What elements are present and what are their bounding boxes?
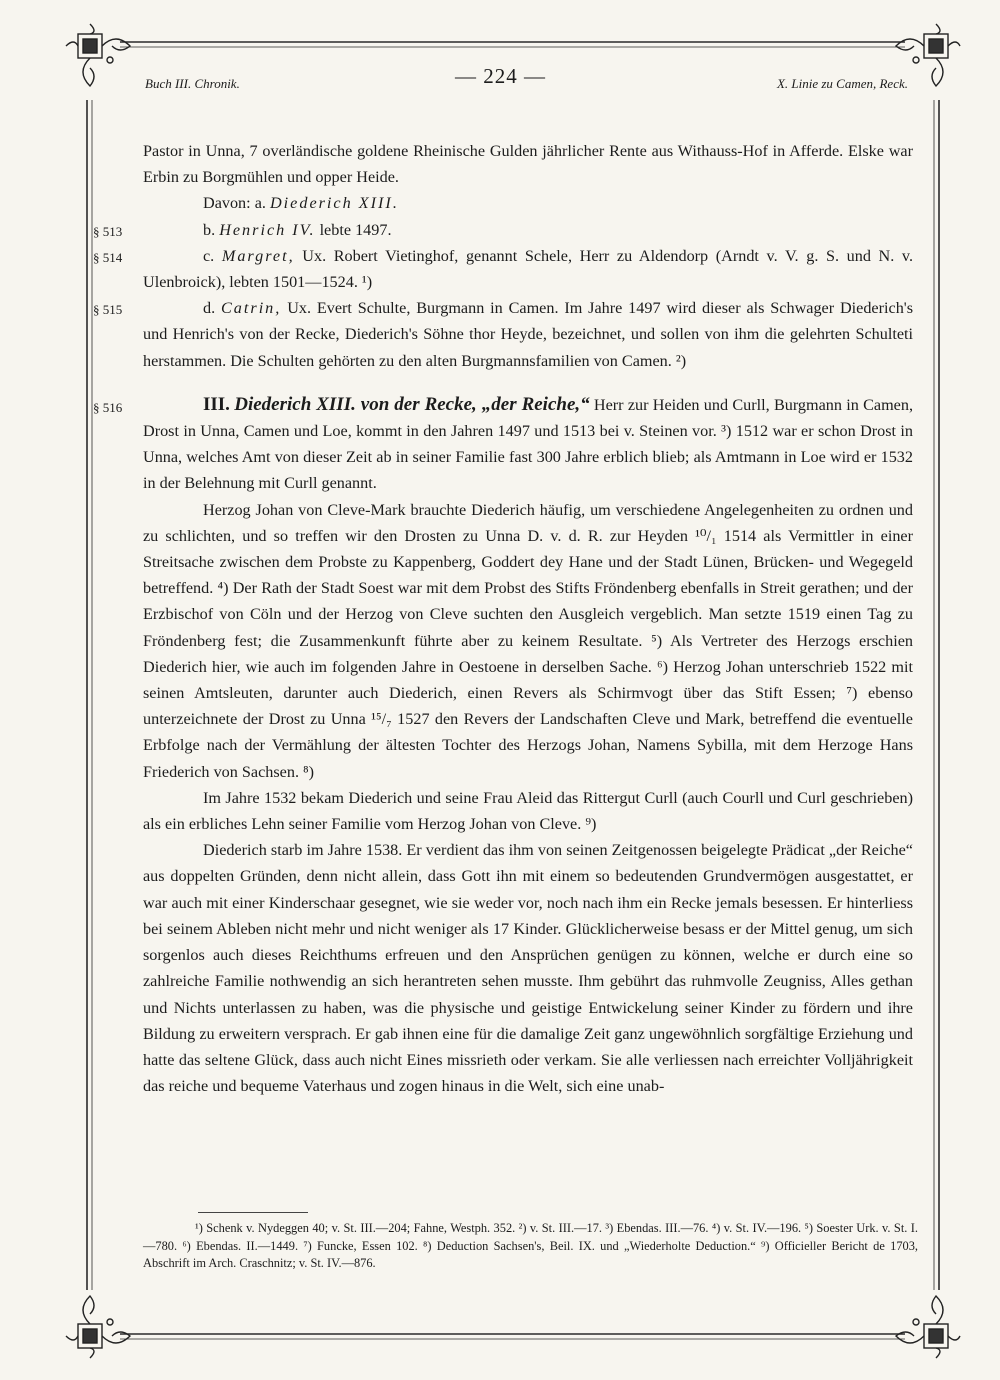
footnotes [143,1220,918,1273]
name-catrin: Catrin, [221,299,282,318]
corner-ornament-bottom-right [896,1296,960,1358]
running-head-right: X. Linie zu Camen, Reck. [776,76,908,91]
entry-513-text [143,217,913,243]
heading-diederich: Diederich XIII. von der Recke, „der Reiche,“ [234,393,590,415]
paragraph-davon [143,190,913,216]
entry-516-text [143,392,913,497]
entry-515-lead: d. [203,299,216,318]
paragraph-herzog-johan: Herzog Johan von Cleve-Mark brauchte Diederich häufig, um verschiedene Angelegenheiten zu ordnen und zu schlichten, und so treffen wir den Drosten zu Unna D. v. d. R. zur Heyden ¹⁰/₁ 1514 als Vermittler in einer Streitsache zwischen dem Probste zu Kappenberg, Goddert dey Hane und der Stadt Lünen, Brücken- und Wegegeld betreffend. ⁴) Der Rath der Stadt Soest war mit dem Probst des Stifts Fröndenberg ebenfalls in Streit gerathen; und der Erzbischof von Cöln und der Herzog von Cleve suchten den Ausgleich vergeblich. Man setzte 1519 einen Tag zu Fröndenberg fest; die Zusammenkunft führte aber zu keinem Resultate. ⁵) Als Vertreter des Herzogs erschien Diederich hier, wie auch im folgenden Jahre in Oestoene in derselben Sache. ⁶) Herzog Johan unterschrieb 1522 mit seinen Amtsleuten, darunter auch Diederich, einen Revers als Schirmvogt über das Stift Essen; ⁷) ebenso unterzeichnete der Drost zu Unna ¹⁵/₇ 1527 den Revers der Landschaften Cleve und Mark, betreffend die eventuelle Erbfolge nach der Vermählung der ältesten Tochter des Herzogs Johan, Namens Sybilla, mit dem Herzoge Hans Friederich von Sachsen. ⁸) [143,500,913,781]
section-marker-514: § 514 [93,249,123,265]
davon-lead: Davon: a. [203,194,266,213]
spacer [143,374,913,392]
page-number: — 224 — [455,64,546,88]
name-diederich-xiii: Diederich XIII. [269,194,399,213]
paragraph-curll: Im Jahre 1532 bekam Diederich und seine Frau Aleid das Rittergut Curll (auch Courll und Curl geschrieben) als ein erbliches Lehn seiner Familie vom Herzog Johan von Cleve. ⁹) [143,788,913,834]
generation-number: III. [203,393,230,415]
body-text [93,138,914,1099]
corner-ornament-bottom-left [66,1296,130,1358]
running-head [145,62,908,96]
corner-ornament-top-left [66,24,130,86]
section-marker-516: § 516 [93,399,123,415]
entry-516 [93,392,914,497]
running-head-left: Buch III. Chronik. [145,76,240,91]
paragraph-death: Diederich starb im Jahre 1538. Er verdient das ihm von seinen Zeitgenossen beigelegte Prädicat „der Reiche“ aus doppelten Gründen, denn nicht allein, dass Gott ihn mit einem so bedeutenden Grundvermögen ausgestattet, er war auch mit einer Kinderschaar gesegnet, wie sie weder vor, noch nach ihm ein Recke jemals besessen. Er hinterliess bei seinem Ableben nicht mehr und nicht weniger als 17 Kinder. Glücklicherweise besass er der Mittel genug, um sich sorgenlos auch dieses Reichthums erfreuen und den Ansprüchen genügen zu können, welche er durch eine so zahlreiche Familie nothwendig an sich herantreten sehen musste. Ihm gebührt das ruhmvolle Zeugniss, Alles gethan und Nichts unterlassen zu haben, was die physische und geistige Entwickelung seiner Kinder zu fördern und ihre Bildung zu erweitern versprach. Er gab ihnen eine für die damalige Zeit ganz ungewöhnlich sorgfältige Erziehung und hatte das seltene Glück, dass auch nicht Eines missrieth oder verkam. Sie alle verliessen nach erreichter Volljährigkeit das reiche und bequeme Vaterhaus und zogen hinaus in die Welt, sich eine unab- [143,841,913,1096]
name-henrich-iv: Henrich IV. [219,220,316,239]
entry-514-text [143,243,913,295]
entry-515 [93,295,914,374]
entry-513 [93,217,913,243]
entry-514-lead: c. [203,246,215,265]
name-margret: Margret, [221,246,295,265]
entry-515-rest: Ux. Evert Schulte, Burgmann in Camen. Im Jahre 1497 wird dieser als Schwager Diederich's und Henrich's von der Recke, Diederich's Söhne thor Heyde, bezeichnet, und sollen von ihm die gelehrten Schulteti herstammen. Die Schulten gehörten zu den alten Burgmannsfamilien von Camen. ²) [143,299,914,370]
entry-513-lead: b. [203,220,216,239]
paragraph-1: Pastor in Unna, 7 overländische goldene Rheinische Gulden jährlicher Rente aus Withauss-Hof in Afferde. Elske war Erbin zu Borgmühlen und opper Heide. [143,142,913,187]
entry-513-rest: lebte 1497. [319,220,392,239]
footnote-rule [198,1212,308,1213]
footnote-text: ¹) Schenk v. Nydeggen 40; v. St. III.—204; Fahne, Westph. 352. ²) v. St. III.—17. ³) Ebendas. III.—76. ⁴) v. St. IV.—196. ⁵) Soester Urk. v. St. I.—780. ⁶) Ebendas. II.—1449. ⁷) Funcke, Essen 102. ⁸) Deduction Sachsen's, Beil. IX. und „Wiederholte Deduction.“ ⁹) Officieller Bericht de 1703, Abschrift im Arch. Craschnitz; v. St. IV.—876. [143,1221,918,1270]
entry-514 [93,243,913,295]
section-marker-515: § 515 [93,302,123,318]
section-marker-513: § 513 [93,223,123,239]
entry-515-text [143,295,913,374]
entry-514-rest: Ux. Robert Vietinghof, genannt Schele, Herr zu Aldendorp (Arndt v. V. g. S. und N. v. Ulenbroick), lebten 1501—1524. ¹) [143,246,913,292]
entry-516-rest: Herr zur Heiden und Curll, Burgmann in Camen, Drost in Unna, Camen und Loe, kommt in den Jahren 1497 und 1513 bei v. Steinen vor. ³) 1512 war er schon Drost in Unna, welches Amt von dieser Zeit ab in seiner Familie fast 300 Jahre erblich blieb; als Amtmann in Loe wird er 1532 in der Belehnung mit Curll genannt. [143,395,914,493]
